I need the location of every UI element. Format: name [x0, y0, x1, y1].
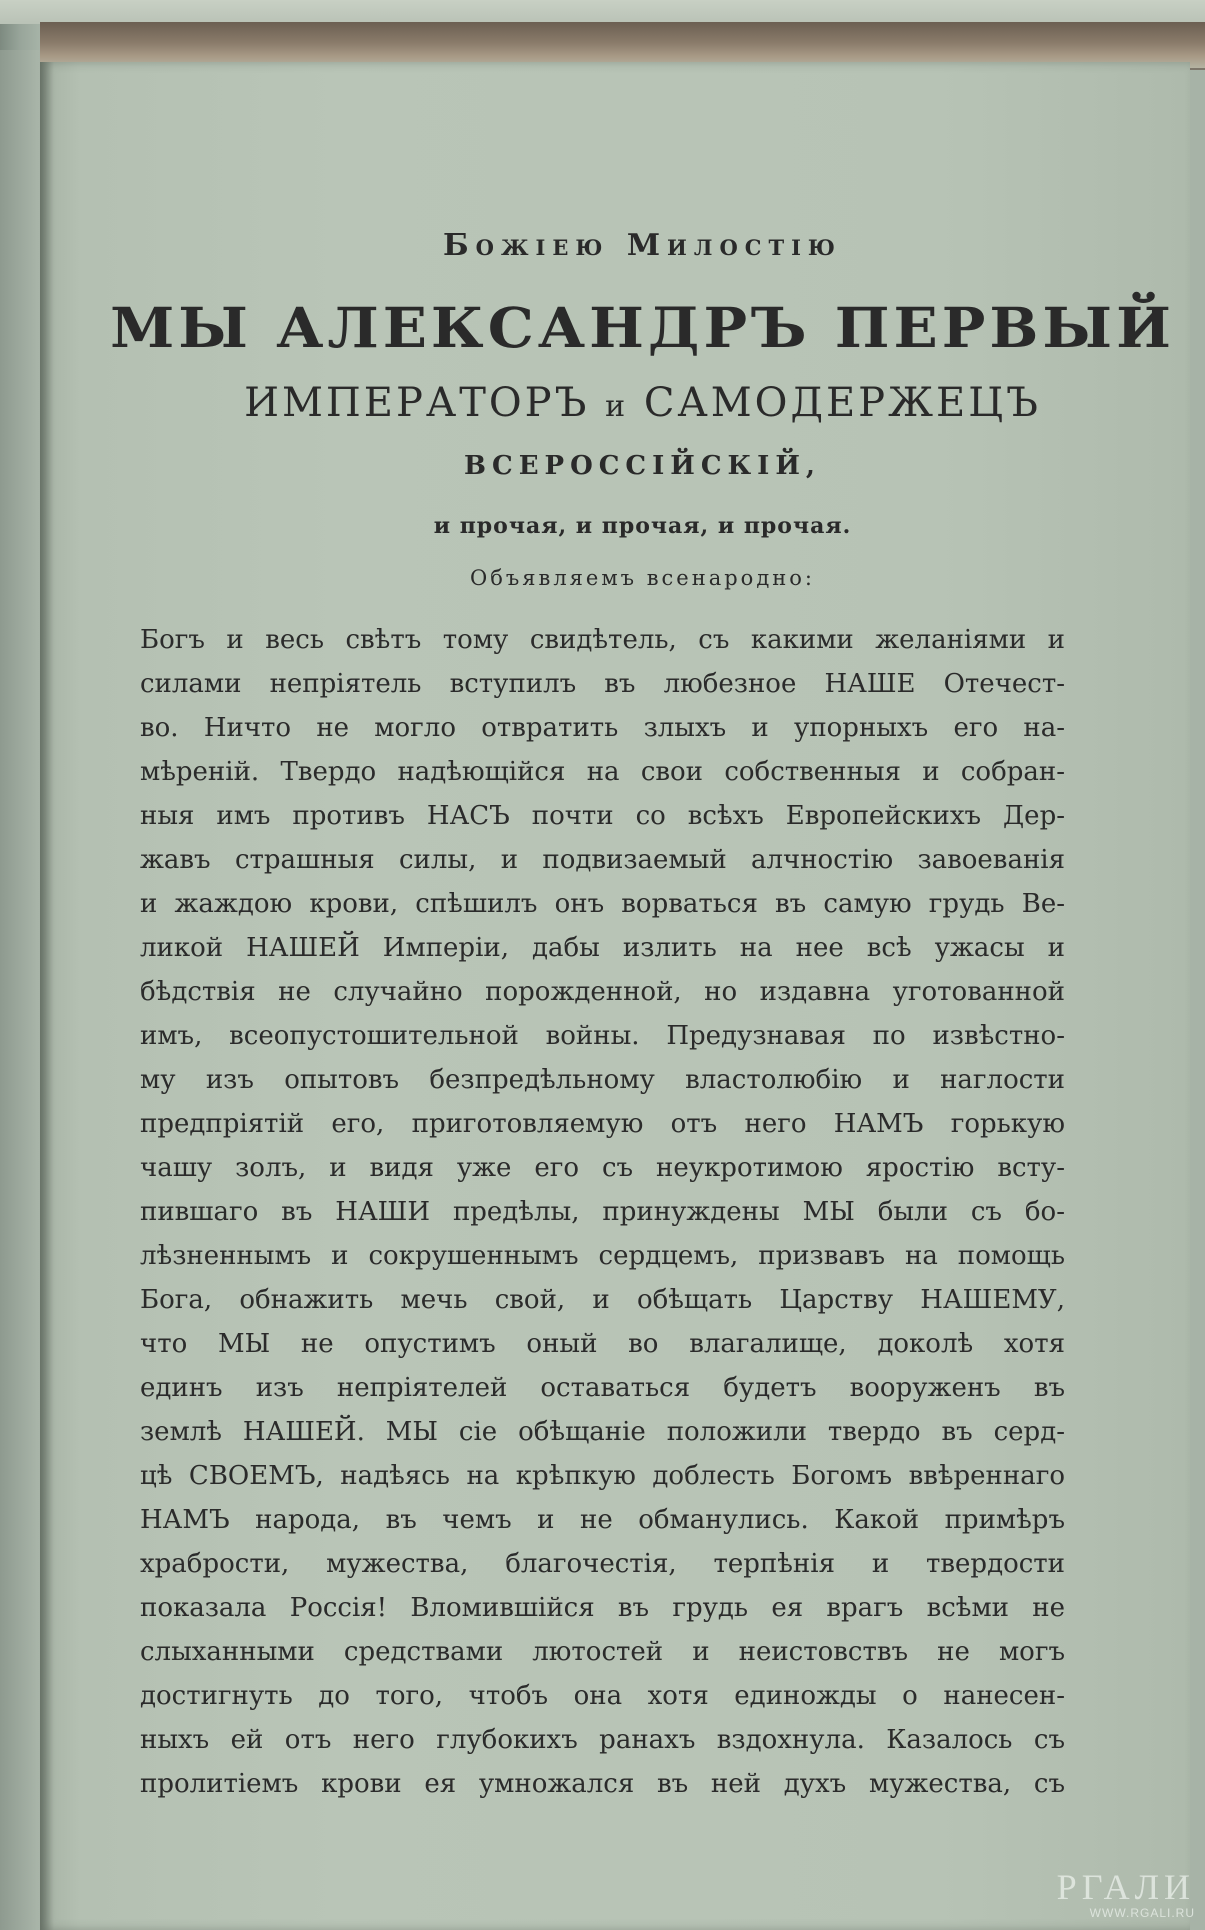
scan-top-edge	[0, 0, 1205, 24]
body-line: НАМЪ народа, въ чемъ и не обманулись. Какой примѣръ	[140, 1505, 1065, 1535]
body-line: слыханными средствами лютостей и неистовствъ не могъ	[140, 1637, 1065, 1667]
body-line: цѣ СВОЕМЪ, надѣясь на крѣпкую доблесть Богомъ ввѣреннаго	[140, 1461, 1065, 1491]
heading-realm: ВСЕРОССIЙСКIЙ,	[464, 451, 821, 481]
heading-title-autocrat: САМОДЕРЖЕЦЪ	[643, 380, 1041, 426]
body-line: достигнуть до того, чтобъ она хотя единожды о нанесен-	[140, 1681, 1065, 1711]
body-line: что МЫ не опустимъ оный во влагалище, доколѣ хотя	[140, 1329, 1065, 1359]
body-line: силами непрiятель вступилъ въ любезное НАШЕ Отечест-	[140, 669, 1065, 699]
body-line: Бога, обнажить мечь свой, и обѣщать Царству НАШЕМУ,	[140, 1285, 1065, 1315]
heading-title	[0, 380, 1205, 426]
manifesto-body	[140, 618, 1065, 1806]
body-line: ныхъ ей отъ него глубокихъ ранахъ вздохнула. Казалось съ	[140, 1725, 1065, 1755]
body-line: имъ, всеопустошительной войны. Предузнавая по извѣстно-	[140, 1021, 1065, 1051]
body-line: бѣдствiя не случайно порожденной, но издавна уготованной	[140, 977, 1065, 1007]
body-line: пролитiемъ крови ея умножался въ ней духъ мужества, съ	[140, 1769, 1065, 1799]
heading-title-and: и	[605, 389, 629, 424]
heading-by-grace: Божiею Милостiю	[443, 228, 842, 263]
watermark-title: РГАЛИ	[1056, 1867, 1195, 1907]
body-line: показала Россiя! Вломившiйся въ грудь ея врагъ всѣми не	[140, 1593, 1065, 1623]
heading-etc: и прочая, и прочая, и прочая.	[433, 513, 852, 539]
body-line: единъ изъ непрiятелей оставаться будетъ вооруженъ въ	[140, 1373, 1065, 1403]
body-line: ныя имъ противъ НАСЪ почти со всѣхъ Европейскихъ Дер-	[140, 801, 1065, 831]
body-line: землѣ НАШЕЙ. МЫ сiе обѣщанiе положили твердо въ серд-	[140, 1417, 1065, 1447]
body-line: пившаго въ НАШИ предѣлы, принуждены МЫ были съ бо-	[140, 1197, 1065, 1227]
body-line: во. Ничто не могло отвратить злыхъ и упорныхъ его на-	[140, 713, 1065, 743]
heading-title-emperor: ИМПЕРАТОРЪ	[244, 380, 590, 426]
body-line: предпрiятiй его, приготовляемую отъ него НАМЪ горькую	[140, 1109, 1065, 1139]
body-line: му изъ опытовъ безпредѣльному властолюбiю и наглости	[140, 1065, 1065, 1095]
body-line: жавъ страшныя силы, и подвизаемый алчностiю завоеванiя	[140, 845, 1065, 875]
body-line: чашу золъ, и видя уже его съ неукротимою яростiю всту-	[140, 1153, 1065, 1183]
heading-announcement: Объявляемъ всенародно:	[470, 566, 815, 590]
body-line: ликой НАШЕЙ Имперiи, дабы излить на нее всѣ ужасы и	[140, 933, 1065, 963]
body-line: и жаждою крови, спѣшилъ онъ ворваться въ самую грудь Ве-	[140, 889, 1065, 919]
heading-emperor-name: МЫ АЛЕКСАНДРЪ ПЕРВЫЙ	[110, 295, 1175, 361]
body-line: лѣзненнымъ и сокрушеннымъ сердцемъ, призвавъ на помощь	[140, 1241, 1065, 1271]
body-line: храбрости, мужества, благочестiя, терпѣнiя и твердости	[140, 1549, 1065, 1579]
watermark-url: WWW.RGALI.RU	[1089, 1906, 1195, 1920]
archive-watermark	[1057, 1868, 1195, 1920]
body-line: мѣренiй. Твердо надѣющiйся на свои собственныя и собран-	[140, 757, 1065, 787]
body-line: Богъ и весь свѣтъ тому свидѣтель, съ какими желанiями и	[140, 625, 1065, 655]
